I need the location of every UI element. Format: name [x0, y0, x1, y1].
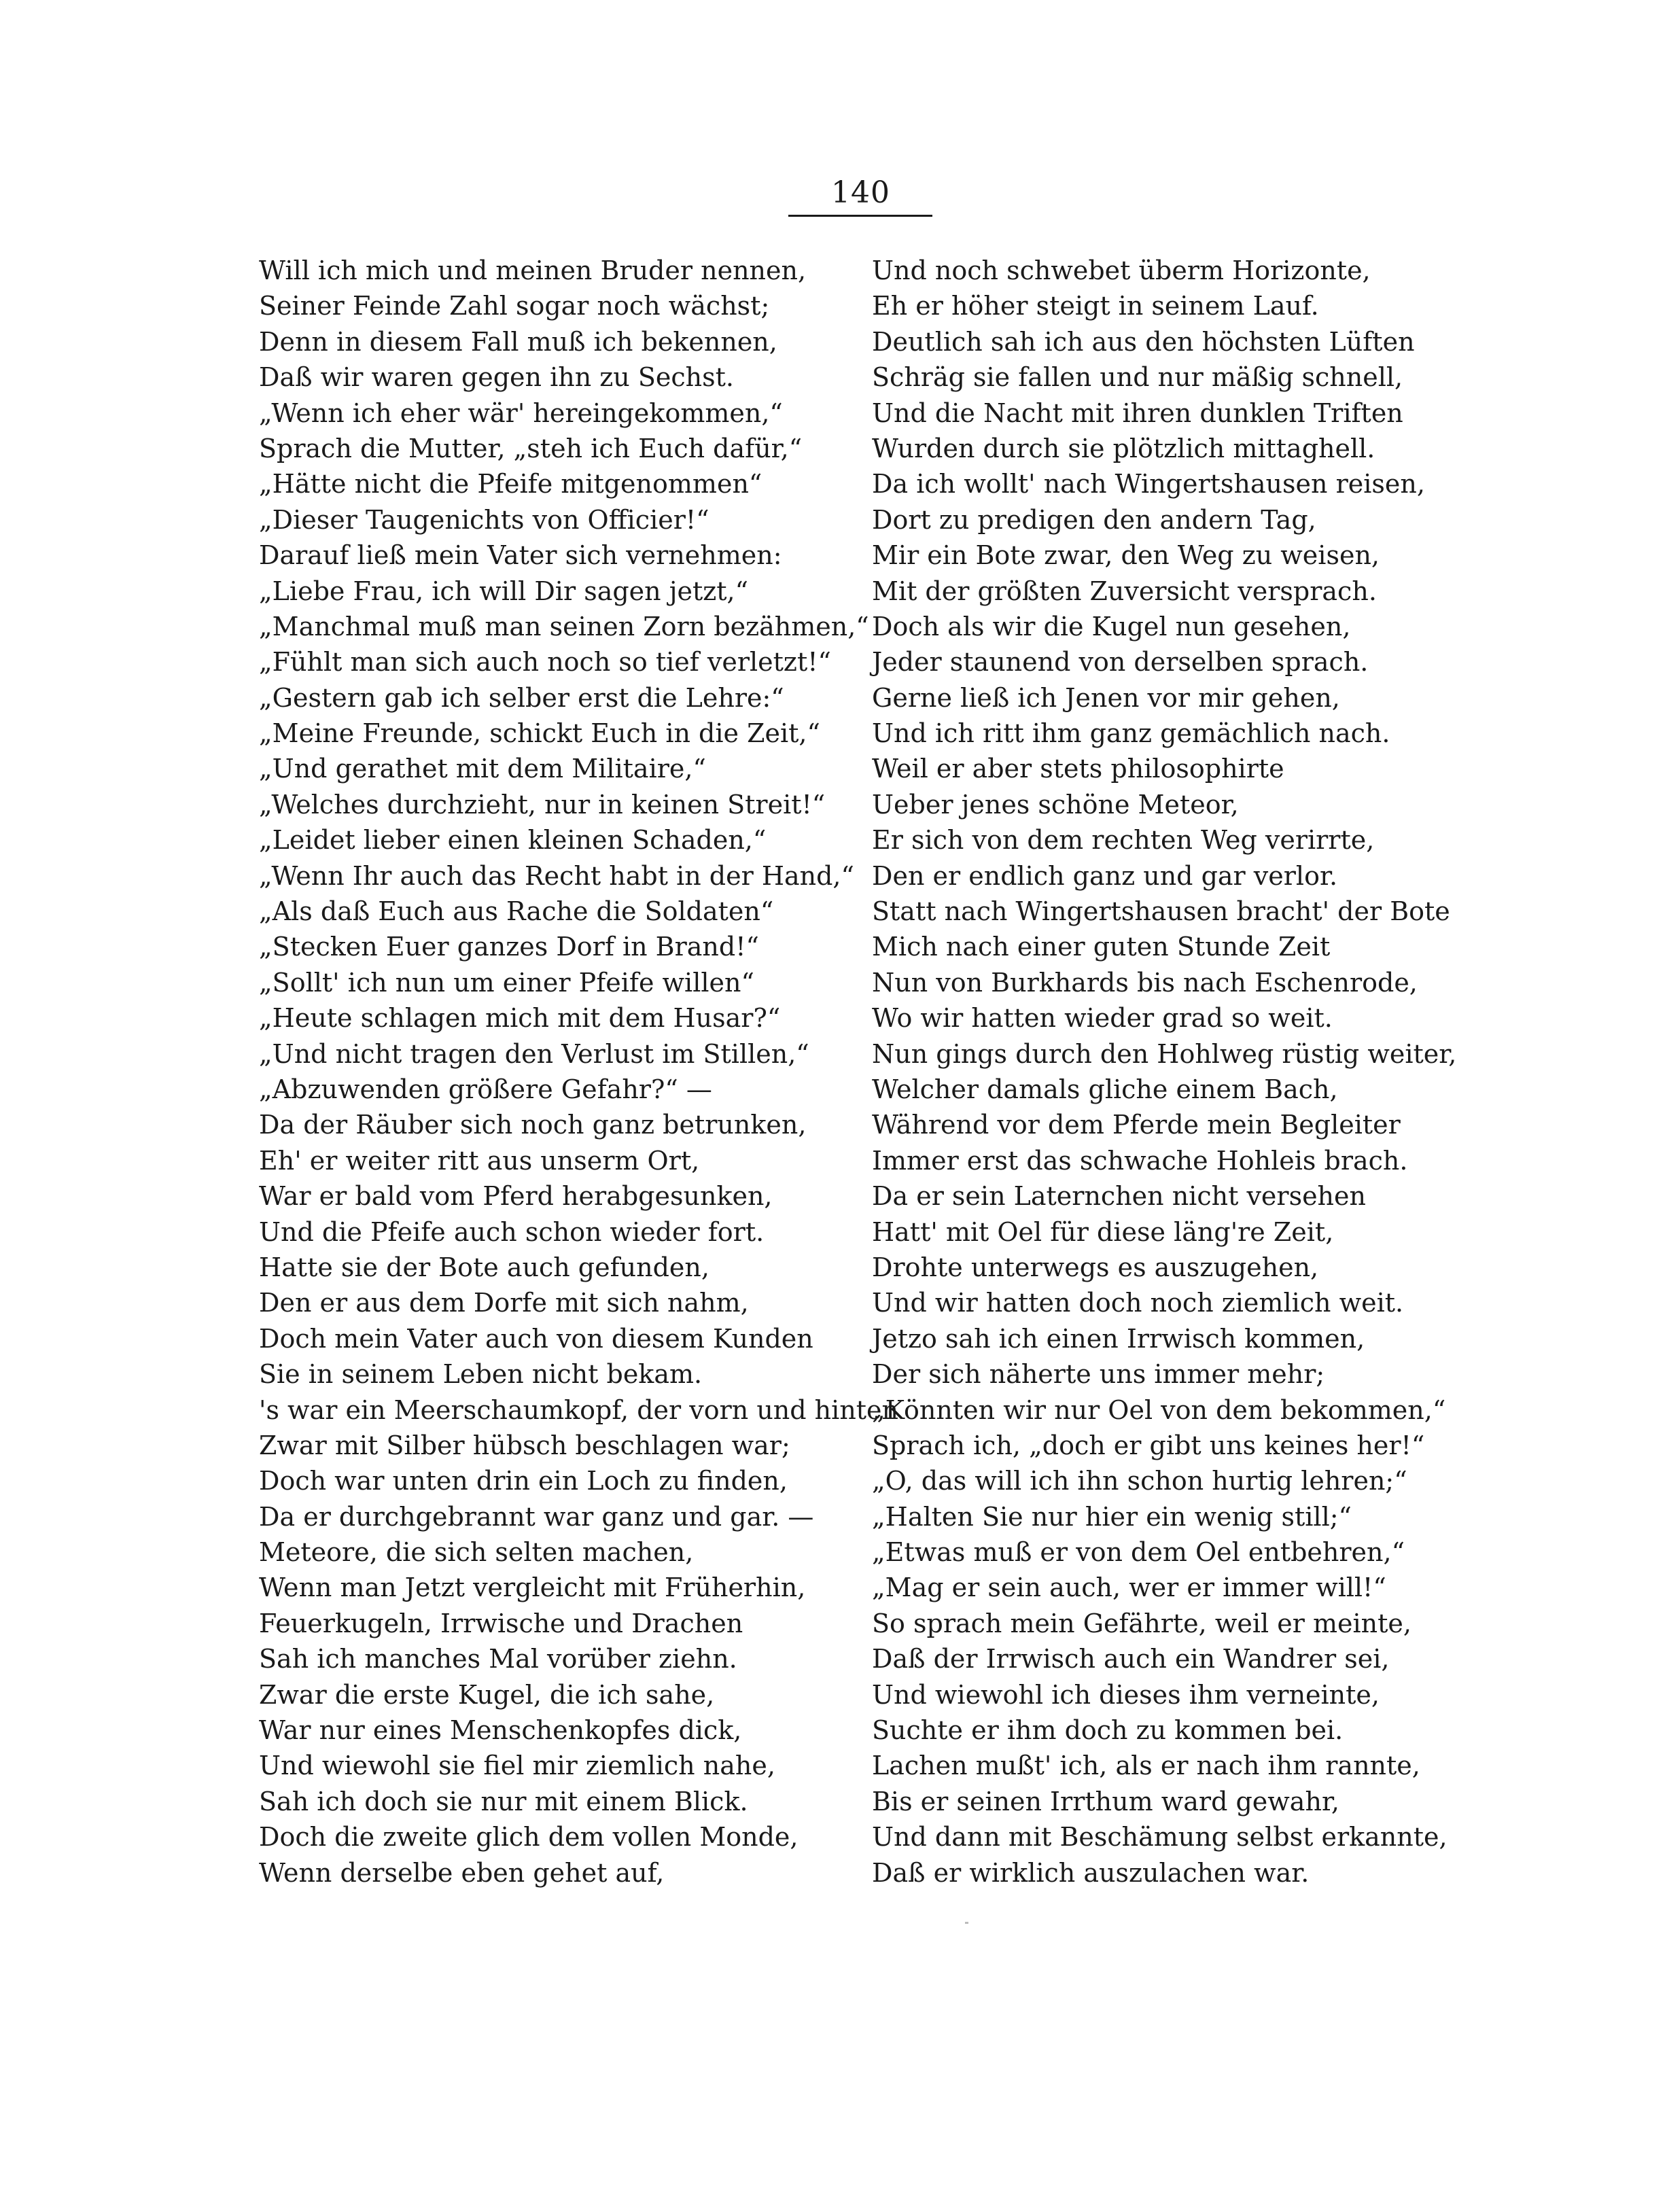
verse-line: Doch war unten drin ein Loch zu finden, — [259, 1466, 788, 1496]
verse-line: Da ich wollt' nach Wingertshausen reisen, — [872, 469, 1425, 499]
verse-line: Statt nach Wingertshausen bracht' der Bote — [872, 896, 1450, 927]
verse-line: Deutlich sah ich aus den höchsten Lüften — [872, 326, 1415, 357]
verse-line: Er sich von dem rechten Weg verirrte, — [872, 825, 1375, 856]
verse-line: Da er sein Laternchen nicht versehen — [872, 1181, 1366, 1212]
verse-line: Doch als wir die Kugel nun gesehen, — [872, 611, 1351, 642]
verse-line: Eh er höher steigt in seinem Lauf. — [872, 291, 1319, 321]
verse-line: Sie in seinem Leben nicht bekam. — [259, 1359, 703, 1390]
verse-line: Feuerkugeln, Irrwische und Drachen — [259, 1608, 743, 1638]
verse-line: Bis er seinen Irrthum ward gewahr, — [872, 1786, 1340, 1816]
verse-line: Zwar mit Silber hübsch beschlagen war; — [259, 1430, 790, 1460]
verse-line: Und wir hatten doch noch ziemlich weit. — [872, 1288, 1404, 1318]
verse-line: Weil er aber stets philosophirte — [872, 754, 1284, 784]
verse-line: „Und nicht tragen den Verlust im Stillen,“ — [259, 1038, 809, 1069]
verse-line: Jetzo sah ich einen Irrwisch kommen, — [872, 1323, 1365, 1354]
verse-line: „Hätte nicht die Pfeife mitgenommen“ — [259, 469, 762, 499]
verse-line: Und wiewohl sie fiel mir ziemlich nahe, — [259, 1751, 775, 1781]
verse-line: Und die Pfeife auch schon wieder fort. — [259, 1216, 765, 1247]
footer-speck — [965, 1922, 968, 1924]
verse-line: „Gestern gab ich selber erst die Lehre:“ — [259, 682, 784, 713]
verse-line: Lachen mußt' ich, als er nach ihm rannte, — [872, 1751, 1420, 1781]
verse-line: Und die Nacht mit ihren dunklen Triften — [872, 398, 1403, 428]
verse-line: Wenn man Jetzt vergleicht mit Früherhin, — [259, 1573, 806, 1603]
verse-line: „O, das will ich ihn schon hurtig lehren;“ — [872, 1466, 1407, 1496]
verse-line: „Leidet lieber einen kleinen Schaden,“ — [259, 825, 767, 856]
verse-line: „Etwas muß er von dem Oel entbehren,“ — [872, 1537, 1405, 1568]
verse-line: „Dieser Taugenichts von Officier!“ — [259, 504, 709, 535]
verse-line: Sah ich manches Mal vorüber ziehn. — [259, 1644, 737, 1674]
verse-line: Welcher damals gliche einem Bach, — [872, 1074, 1338, 1104]
verse-line: „Meine Freunde, schickt Euch in die Zeit,“ — [259, 718, 820, 749]
verse-line: Und dann mit Beschämung selbst erkannte, — [872, 1822, 1447, 1853]
verse-line: So sprach mein Gefährte, weil er meinte, — [872, 1608, 1411, 1638]
verse-line: Gerne ließ ich Jenen vor mir gehen, — [872, 682, 1340, 713]
verse-line: Und wiewohl ich dieses ihm verneinte, — [872, 1679, 1380, 1710]
verse-line: Wo wir hatten wieder grad so weit. — [872, 1003, 1333, 1034]
verse-line: Mich nach einer guten Stunde Zeit — [872, 932, 1331, 962]
verse-line: „Abzuwenden größere Gefahr?“ — — [259, 1074, 712, 1104]
verse-line: 's war ein Meerschaumkopf, der vorn und hinten — [259, 1394, 899, 1425]
verse-line: „Fühlt man sich auch noch so tief verletzt!“ — [259, 647, 831, 678]
verse-line: Während vor dem Pferde mein Begleiter — [872, 1110, 1401, 1140]
verse-line: Meteore, die sich selten machen, — [259, 1537, 694, 1568]
verse-line: Mir ein Bote zwar, den Weg zu weisen, — [872, 540, 1380, 571]
verse-line: „Wenn ich eher wär' hereingekommen,“ — [259, 398, 783, 428]
verse-line: War nur eines Menschenkopfes dick, — [259, 1715, 742, 1746]
verse-line: Denn in diesem Fall muß ich bekennen, — [259, 326, 777, 357]
verse-line: Und noch schwebet überm Horizonte, — [872, 256, 1371, 285]
verse-line: Will ich mich und meinen Bruder nennen, — [259, 256, 807, 285]
verse-line: Doch die zweite glich dem vollen Monde, — [259, 1822, 799, 1853]
verse-line: Darauf ließ mein Vater sich vernehmen: — [259, 540, 782, 571]
verse-line: „Wenn Ihr auch das Recht habt in der Hand,“ — [259, 860, 854, 891]
verse-line: Immer erst das schwache Hohleis brach. — [872, 1145, 1408, 1176]
verse-line: Mit der größten Zuversicht versprach. — [872, 576, 1377, 606]
verse-line: „Stecken Euer ganzes Dorf in Brand!“ — [259, 932, 759, 962]
verse-line: Sprach die Mutter, „steh ich Euch dafür,“ — [259, 433, 803, 463]
header-rule — [788, 215, 932, 217]
verse-line: Suchte er ihm doch zu kommen bei. — [872, 1715, 1344, 1746]
verse-line: „Welches durchzieht, nur in keinen Streit!“ — [259, 789, 826, 820]
verse-line: Jeder staunend von derselben sprach. — [872, 647, 1369, 678]
verse-line: „Halten Sie nur hier ein wenig still;“ — [872, 1501, 1352, 1532]
verse-line: Nun von Burkhards bis nach Eschenrode, — [872, 967, 1418, 998]
page-number: 140 — [831, 175, 890, 210]
verse-line: „Sollt' ich nun um einer Pfeife willen“ — [259, 967, 754, 998]
verse-line: Wenn derselbe eben gehet auf, — [259, 1857, 665, 1888]
verse-line: „Liebe Frau, ich will Dir sagen jetzt,“ — [259, 576, 749, 606]
verse-line: Schräg sie fallen und nur mäßig schnell, — [872, 362, 1403, 393]
verse-line: „Heute schlagen mich mit dem Husar?“ — [259, 1003, 781, 1034]
verse-line: Den er aus dem Dorfe mit sich nahm, — [259, 1288, 749, 1318]
verse-line: War er bald vom Pferd herabgesunken, — [259, 1181, 773, 1212]
verse-line: Ueber jenes schöne Meteor, — [872, 789, 1239, 820]
verse-line: „Als daß Euch aus Rache die Soldaten“ — [259, 896, 774, 927]
left-column — [259, 253, 899, 1891]
verse-line: „Mag er sein auch, wer er immer will!“ — [872, 1573, 1386, 1603]
verse-line: „Könnten wir nur Oel von dem bekommen,“ — [872, 1394, 1446, 1425]
verse-line: Hatte sie der Bote auch gefunden, — [259, 1252, 709, 1282]
verse-line: Wurden durch sie plötzlich mittaghell. — [872, 433, 1375, 463]
verse-line: Seiner Feinde Zahl sogar noch wächst; — [259, 291, 770, 321]
verse-line: Daß der Irrwisch auch ein Wandrer sei, — [872, 1644, 1390, 1674]
verse-line: Nun gings durch den Hohlweg rüstig weiter, — [872, 1038, 1457, 1069]
verse-line: Da der Räuber sich noch ganz betrunken, — [259, 1110, 807, 1140]
verse-line: Und ich ritt ihm ganz gemächlich nach. — [872, 718, 1390, 749]
verse-line: Daß wir waren gegen ihn zu Sechst. — [259, 362, 734, 393]
verse-line: Da er durchgebrannt war ganz und gar. — — [259, 1501, 814, 1532]
verse-line: Sah ich doch sie nur mit einem Blick. — [259, 1786, 748, 1816]
verse-line: Den er endlich ganz und gar verlor. — [872, 860, 1338, 891]
right-column — [872, 253, 1484, 1891]
verse-line: „Und gerathet mit dem Militaire,“ — [259, 754, 706, 784]
verse-line: Eh' er weiter ritt aus unserm Ort, — [259, 1145, 700, 1176]
verse-line: Doch mein Vater auch von diesem Kunden — [259, 1323, 813, 1354]
verse-line: „Manchmal muß man seinen Zorn bezähmen,“ — [259, 611, 869, 642]
verse-line: Drohte unterwegs es auszugehen, — [872, 1252, 1319, 1282]
verse-line: Der sich näherte uns immer mehr; — [872, 1359, 1325, 1390]
verse-line: Zwar die erste Kugel, die ich sahe, — [259, 1679, 715, 1710]
verse-line: Hatt' mit Oel für diese läng're Zeit, — [872, 1216, 1334, 1247]
verse-line: Sprach ich, „doch er gibt uns keines her!“ — [872, 1430, 1425, 1460]
verse-line: Dort zu predigen den andern Tag, — [872, 504, 1316, 535]
verse-line: Daß er wirklich auszulachen war. — [872, 1857, 1310, 1888]
